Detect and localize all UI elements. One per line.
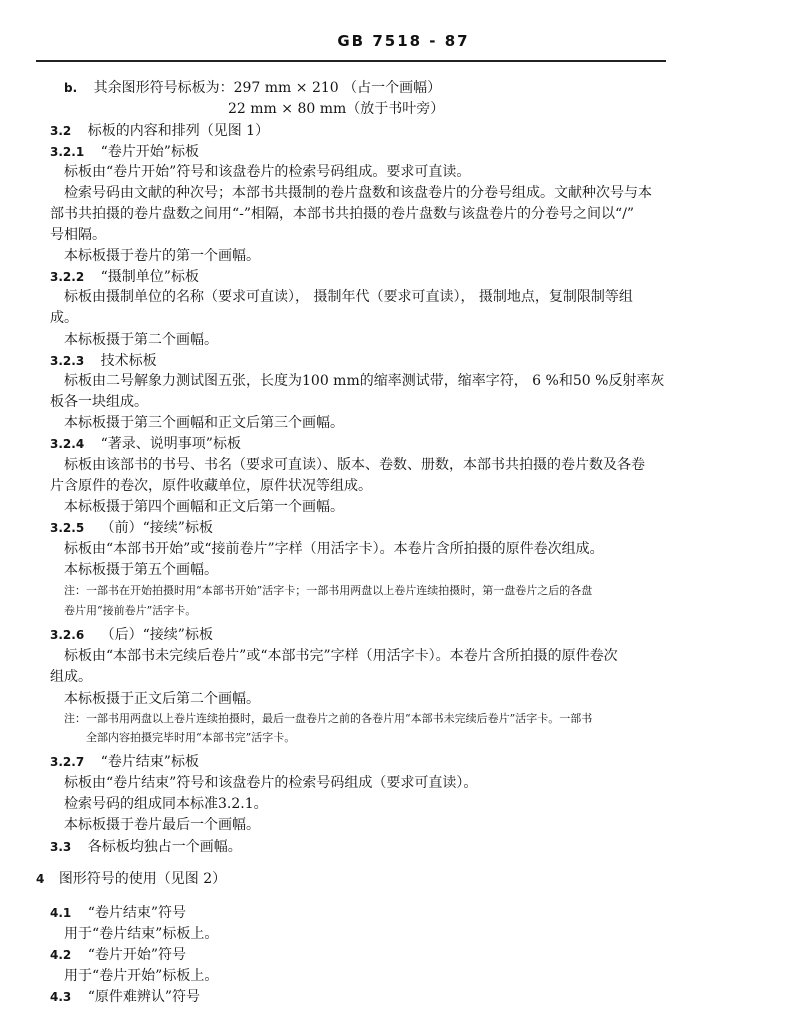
paragraph-line: 本标板摄于卷片的第一个画幅。 [64,248,260,264]
section-number: 3.2 [50,124,72,138]
section-title: 图形符号的使用（见图 2） [58,871,227,887]
section-title: 各标板均独占一个画幅。 [87,839,242,855]
paragraph-line: 板各一块组成。 [50,394,148,410]
section-title: （前）“接续”标板 [100,520,213,536]
section-title: 技术标板 [100,353,157,369]
paragraph-line: 组成。 [50,669,92,685]
paragraph-line: 标板由“本部书未完续后卷片”或“本部书完”字样（用活字卡）。本卷片含所拍摄的原件卷次 [64,648,618,664]
paragraph-line: 标板由“卷片开始”符号和该盘卷片的检索号码组成。要求可直读。 [64,164,471,180]
section-number: 4.2 [50,948,72,962]
note-line: 卷片用“接前卷片”活字卡。 [64,604,197,617]
header-rule [36,60,666,62]
section-3-2-5-heading [50,519,213,537]
paragraph-line: 标板由该部书的书号、书名（要求可直读）、版本、卷数、册数，本部书共拍摄的卷片数及各卷 [64,457,645,473]
section-4-1-heading [50,904,186,922]
paragraph-line: 本标板摄于第四个画幅和正文后第一个画幅。 [64,499,344,515]
section-number: 4 [36,872,45,886]
section-number: 3.2.7 [50,755,85,769]
paragraph-line: 用于“卷片结束”标板上。 [64,926,219,942]
section-3-2-heading [50,122,269,140]
paragraph-line: 成。 [50,310,78,326]
section-3-2-7-heading [50,753,199,771]
paragraph-line: 部书共拍摄的卷片盘数之间用“-”相隔，本部书共拍摄的卷片盘数与该盘卷片的分卷号之间以“/” [50,206,635,222]
paragraph-line: 片含原件的卷次，原件收藏单位，原件状况等组成。 [50,478,372,494]
section-number: 4.1 [50,906,72,920]
section-3-2-2-heading [50,268,199,286]
section-number: 3.2.5 [50,521,85,535]
paragraph-line: 本标板摄于第二个画幅。 [64,332,218,348]
section-title: “卷片结束”标板 [100,754,199,770]
section-title: 标板的内容和排列（见图 1） [87,123,270,139]
paragraph-line: 本标板摄于第五个画幅。 [64,562,218,578]
standard-code-header: GB 7518 - 87 [337,32,470,50]
item-b-label: b. [64,81,78,95]
section-title: “卷片开始”符号 [87,947,187,963]
paragraph-line: 标板由摄制单位的名称（要求可直读）， 摄制年代（要求可直读）， 摄制地点，复制限制等组 [64,289,633,305]
section-title: “卷片开始”标板 [100,144,199,160]
section-3-2-1-heading [50,143,199,161]
paragraph-line: 检索号码的组成同本标准3.2.1。 [64,796,268,812]
note-line: 注：一部书用两盘以上卷片连续拍摄时，最后一盘卷片之前的各卷片用“本部书未完续后卷片”活字卡。一部书 [64,712,593,725]
item-b-text2: 22 mm × 80 mm（放于书叶旁） [228,101,445,117]
section-4-3-heading [50,988,200,1006]
section-number: 3.2.6 [50,628,85,642]
section-number: 3.2.4 [50,437,85,451]
section-number: 3.2.3 [50,354,85,368]
section-title: “原件难辨认”符号 [87,989,201,1005]
section-3-3-heading [50,838,242,856]
section-4-heading [36,870,226,888]
section-number: 3.2.1 [50,145,85,159]
section-title: “卷片结束”符号 [87,905,187,921]
section-title: （后）“接续”标板 [100,627,213,643]
item-b [64,79,441,97]
note-line: 全部内容拍摄完毕时用“本部书完”活字卡。 [86,731,296,744]
paragraph-line: 标板由“本部书开始”或“接前卷片”字样（用活字卡）。本卷片含所拍摄的原件卷次组成。 [64,541,604,557]
paragraph-line: 本标板摄于正文后第二个画幅。 [64,691,260,707]
section-title: “摄制单位”标板 [100,269,199,285]
paragraph-line: 标板由二号解象力测试图五张，长度为100 mm的缩率测试带，缩率字符， 6 %和50 %反射率灰 [64,373,665,389]
section-number: 3.2.2 [50,270,85,284]
section-4-2-heading [50,946,186,964]
section-title: “著录、说明事项”标板 [100,436,241,452]
paragraph-line: 标板由“卷片结束”符号和该盘卷片的检索号码组成（要求可直读）。 [64,775,478,791]
section-number: 4.3 [50,990,72,1004]
section-number: 3.3 [50,840,72,854]
section-3-2-6-heading [50,626,213,644]
item-b-text: 其余图形符号标板为：297 mm × 210 （占一个画幅） [93,80,442,96]
note-line: 注：一部书在开始拍摄时用“本部书开始”活字卡；一部书用两盘以上卷片连续拍摄时，第一盘卷片之后的各盘 [64,584,593,597]
paragraph-line: 用于“卷片开始”标板上。 [64,968,219,984]
paragraph-line: 检索号码由文献的种次号；本部书共摄制的卷片盘数和该盘卷片的分卷号组成。文献种次号与本 [64,185,652,201]
paragraph-line: 本标板摄于卷片最后一个画幅。 [64,817,260,833]
paragraph-line: 本标板摄于第三个画幅和正文后第三个画幅。 [64,415,344,431]
paragraph-line: 号相隔。 [50,227,106,243]
section-3-2-3-heading [50,352,157,370]
section-3-2-4-heading [50,435,241,453]
